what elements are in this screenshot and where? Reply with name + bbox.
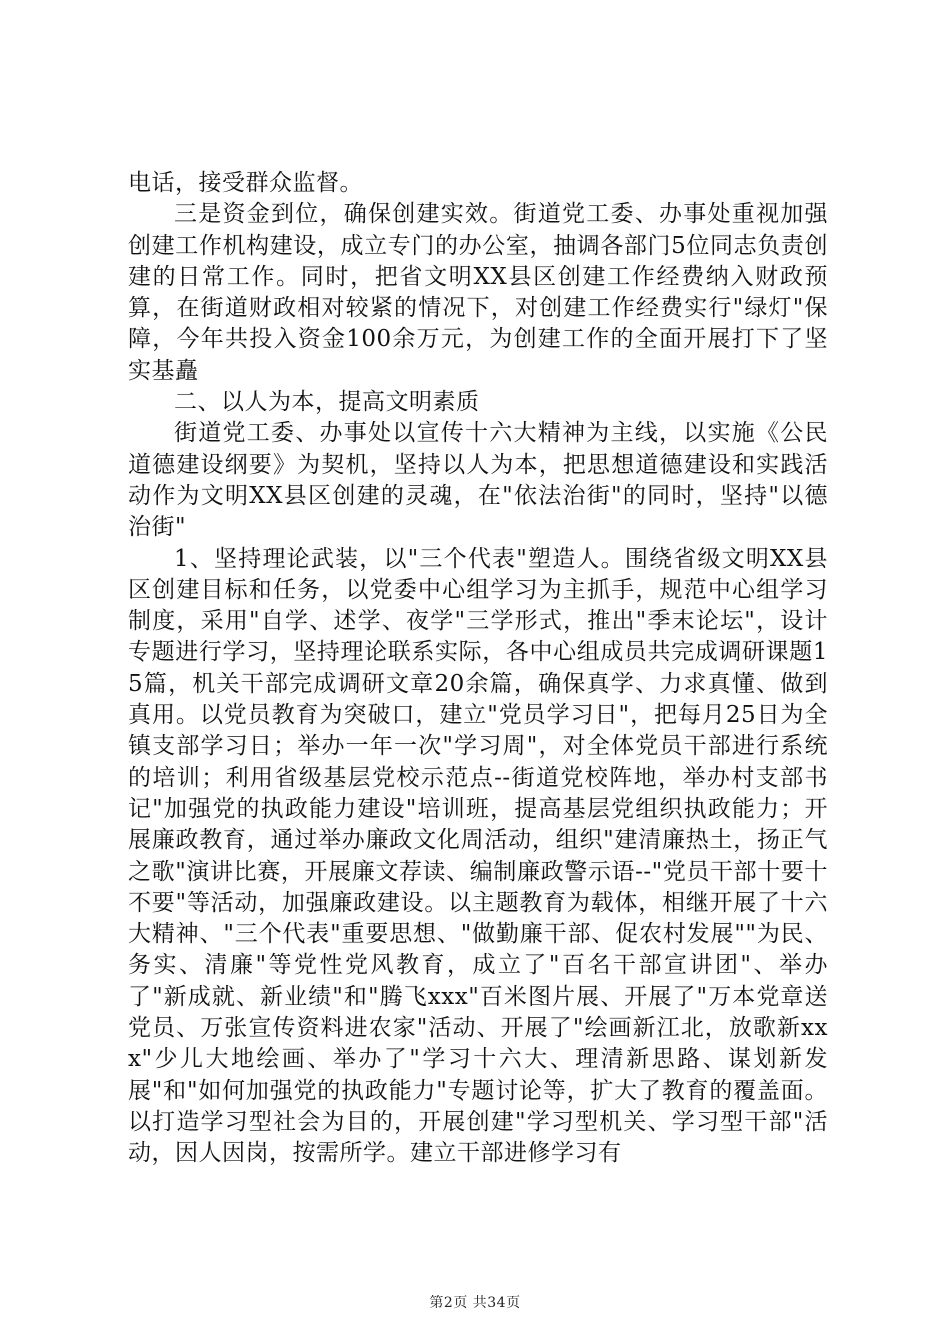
- document-body: [128, 168, 828, 1170]
- section-heading: 二、以人为本，提高文明素质: [174, 389, 480, 416]
- paragraph: 街道党工委、办事处以宣传十六大精神为主线，以实施《公民道德建设纲要》为契机，坚持以人为本，把思想道德建设和实践活动作为文明XX县区创建的灵魂，在"依法治街"的同时，坚持"以德治街": [128, 420, 828, 541]
- paragraph: 三是资金到位，确保创建实效。街道党工委、办事处重视加强创建工作机构建设，成立专门的办公室，抽调各部门5位同志负责创建的日常工作。同时，把省文明XX县区创建工作经费纳入财政预算，在街道财政相对较紧的情况下，对创建工作经费实行"绿灯"保障，今年共投入资金100余万元，为创建工作的全面开展打下了坚实基矗: [128, 201, 828, 384]
- paragraph: 电话，接受群众监督。: [128, 170, 363, 196]
- paragraph: 1、坚持理论武装，以"三个代表"塑造人。围绕省级文明XX县区创建目标和任务，以党委中心组学习为主抓手，规范中心组学习制度，采用"自学、述学、夜学"三学形式，推出"季末论坛"，设计专题进行学习，坚持理论联系实际，各中心组成员共完成调研课题15篇，机关干部完成调研文章20余篇，确保真学、力求真懂、做到真用。以党员教育为突破口，建立"党员学习日"，把每月25日为全镇支部学习日；举办一年一次"学习周"，对全体党员干部进行系统的培训；利用省级基层党校示范点--街道党校阵地，举办村支部书记"加强党的执政能力建设"培训班，提高基层党组织执政能力；开展廉政教育，通过举办廉政文化周活动，组织"建清廉热土，扬正气之歌"演讲比赛，开展廉文荐读、编制廉政警示语--"党员干部十要十不要"等活动，加强廉政建设。以主题教育为载体，相继开展了十六大精神、"三个代表"重要思想、"做勤廉干部、促农村发展""为民、务实、清廉"等党性党风教育，成立了"百名干部宣讲团"、举办了"新成就、新业绩"和"腾飞xxx"百米图片展、开展了"万本党章送党员、万张宣传资料进农家"活动、开展了"绘画新江北，放歌新xxx"少儿大地绘画、举办了"学习十六大、理清新思路、谋划新发展"和"如何加强党的执政能力"专题讨论等，扩大了教育的覆盖面。以打造学习型社会为目的，开展创建"学习型机关、学习型干部"活动，因人因岗，按需所学。建立干部进修学习有: [128, 545, 828, 1167]
- page-footer: 第2页 共34页: [429, 1295, 521, 1311]
